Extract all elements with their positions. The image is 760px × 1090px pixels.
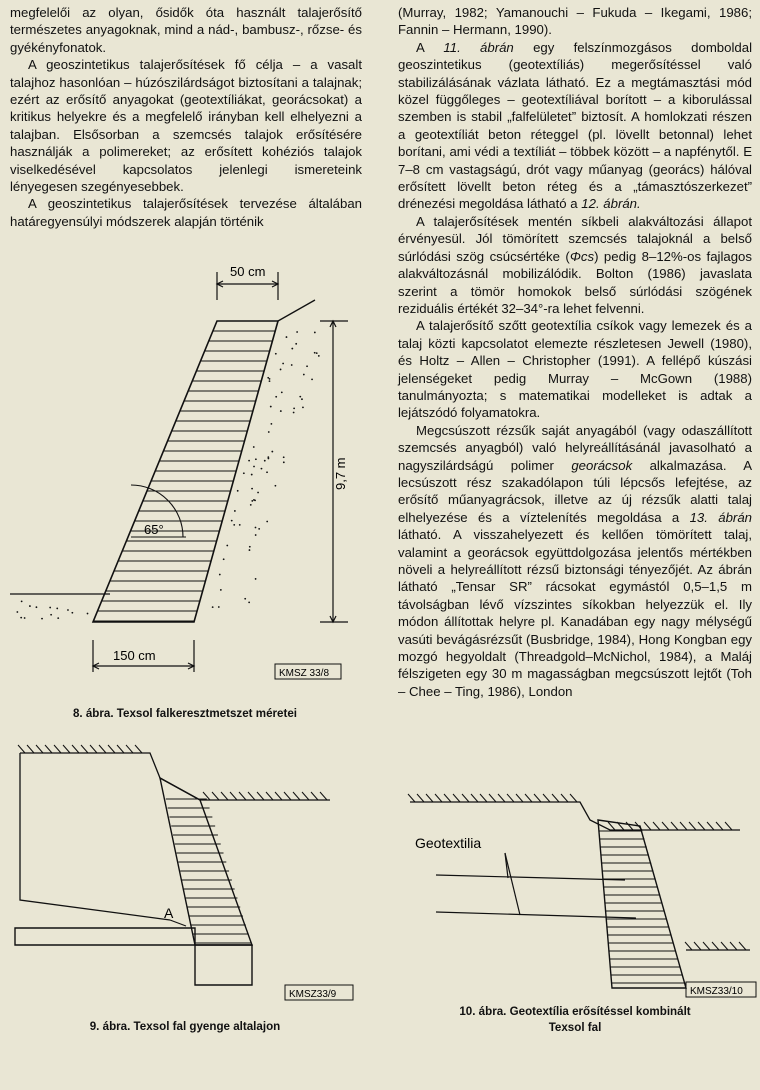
paragraph: A geoszintetikus talajerősítések fő célja – a vasalt talajhoz hasonlóan – húzószilárdságot biztosítani a talajnak; ezért az erősítő anyagokat (geotextíliákat, georácsokat) a kritikus helyekre és a megfelelő irányban kell elhelyezni a talajban. Elsősorban a szemcsés talajok erősítésére használják a polimereket; az erősített kohéziós talajok viselkedésével kapcsolatos jelenlegi ismereteink lényegesen szegényesebbek. (10, 57, 362, 195)
label-a: A (164, 905, 174, 921)
dimension-bottom: 150 cm (113, 648, 156, 663)
figure-stamp: KMSZ33/9 (289, 989, 337, 1000)
figure-reference: 12. ábrán. (581, 196, 641, 212)
figure-10-diagram (398, 790, 760, 1010)
right-column-text (398, 4, 752, 700)
phi-symbol: Φcs (569, 248, 595, 264)
text-run: Megcsúszott rézsűk saját anyagából (vagy odaszállított szemcsés anyagból) való helyreállításánál javasolható a nagyszilárdságú polimer (398, 422, 752, 473)
figure-8-caption: 8. ábra. Texsol falkeresztmetszet méretei (72, 707, 298, 720)
angle-label: 65° (144, 522, 164, 537)
text-run: A talajerősítések mentén síkbeli alakváltozási állapot érvényesül. Jól tömörített szemcsés talajoknál a belső súrlódási szög csúcsértéke ( (398, 213, 752, 264)
caption-line: 10. ábra. Geotextília erősítéssel kombinált (459, 1005, 691, 1018)
figure-reference: 13. ábrán (689, 509, 752, 525)
figure-stamp: KMSZ 33/8 (279, 668, 330, 679)
paragraph (398, 39, 752, 213)
figure-stamp: KMSZ33/10 (690, 986, 743, 997)
text-run: ) pedig 8–12%-os fajlagos alakváltozásnál mobilizálódik. Bolton (1986) javaslata szerint a tömör homokok belső súrlódási szögének reziduális értékét 32–34°-ra lehet felvenni. (398, 248, 752, 316)
figure-10-caption (398, 1004, 752, 1036)
text-run: látható. A visszahelyezett és kellően tömörített talaj, valamint a georácsok együttdolgozása jelentős mértékben növeli a helyreállított rézsű biztonsági tényezőjét. Az ábrán látható „Tensar SR” rácsokat egymástól 0,5–1,5 m távolságban lévő vízszintes síkokban helyezzük el. Ily módon állítottak helyre pl. Kanadában egy nagy mélységű vasúti bevágásrézsűt (Busbridge, 1984), Hong Kongban egy mozgó hegyoldalt (Threadgold–McNichol, 1984), a Maláj félszigeten egy 30 m magasságban megcsúszott lejtőt (Toh – Chee – Ting, 1986), London (398, 527, 752, 699)
dimension-top: 50 cm (230, 264, 266, 279)
text-run: A (416, 39, 444, 55)
figure-8-diagram (0, 255, 380, 695)
text-run: egy felszínmozgásos domboldal geoszintetikus (geotextíliás) megerősítéssel való stabilizálásának vázlata látható. Ez a megtámasztási mód közel függőleges – geotextíliával borított – a kiborulással szemben is stabil „falfelületet” biztosít. A homlokzati részen a geotextíliát beton réteggel (pl. lövellt betonnal) lehet borítani, ami védi a textíliát – többek között – a napfénytől. E 7–8 cm vastagságú, drót vagy műanyag (georács) hálóval erősített lövellt beton réteg és a „támasztószerkezet” drénezési megoldása látható a (398, 39, 752, 212)
dimension-height: 9,7 m (333, 457, 348, 490)
paragraph: megfelelői az olyan, ősidők óta használt talajerősítő természetes anyagoknak, mind a nád-, bambusz-, rőzse- és gyékényfonatok. (10, 5, 362, 55)
paragraph (398, 422, 752, 701)
paragraph: (Murray, 1982; Yamanouchi – Fukuda – Ikegami, 1986; Fannin – Hermann, 1990). (398, 5, 752, 38)
paragraph (398, 213, 752, 317)
figure-9-caption: 9. ábra. Texsol fal gyenge altalajon (89, 1020, 281, 1033)
emphasis: georácsok (571, 457, 633, 473)
paragraph: A geoszintetikus talajerősítések tervezése általában határegyensúlyi módszerek alapján történik (10, 196, 362, 229)
geotextile-label: Geotextilia (415, 835, 482, 851)
caption-line: Texsol fal (548, 1021, 602, 1034)
text-run: alkalmazása. A lecsúszott rész szakadólapon túli lépcsős lefejtése, az erősítő műanyagrácsok, illetve az új rézsűk alatti talaj elhelyezése és a víztelenítés megoldása a (398, 457, 752, 525)
figure-reference: 11. ábrán (443, 39, 514, 55)
left-column-text (10, 4, 362, 230)
figure-9-diagram (0, 735, 380, 1005)
paragraph: A talajerősítő szőtt geotextília csíkok vagy lemezek és a talaj közti kapcsolatot elemezte részletesen Jewell (1980), és Holtz – Allen – Christopher (1991). A fellépő kúszási jelenségeket pedig Murray – McGown (1988) tanulmányozta; s matematikai modelleket is adtak a lejátszódó folyamatokra. (398, 318, 752, 421)
